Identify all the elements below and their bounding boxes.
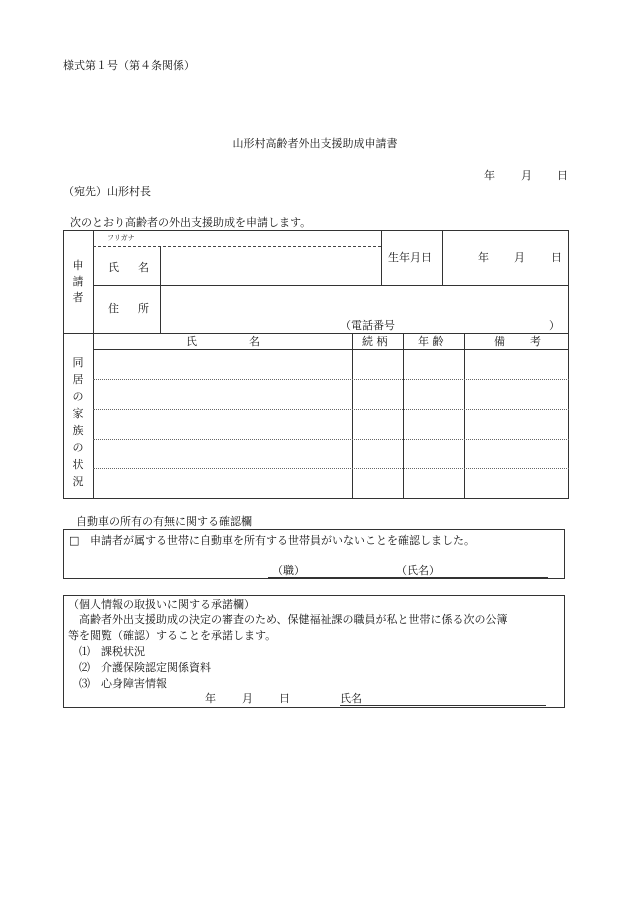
name-address-divider xyxy=(93,285,569,286)
col-name-second: 名 xyxy=(249,335,260,348)
consent-month-label: 月 xyxy=(242,692,253,705)
consent-body-line-2: 等を閲覧（確認）することを承諾します。 xyxy=(68,629,277,642)
car-check-statement: 申請者が属する世帯に自動車を所有する世帯員がいないことを確認しました。 xyxy=(90,534,475,547)
consent-day-label: 日 xyxy=(279,692,290,705)
household-header-divider xyxy=(93,349,569,350)
document-title: 山形村高齢者外出支援助成申請書 xyxy=(232,137,398,150)
consent-name-label: 氏名 xyxy=(340,692,362,705)
consent-item: ⑶ 心身障害情報 xyxy=(79,677,167,690)
furigana-label: フリガナ xyxy=(107,234,135,242)
consent-signature-line xyxy=(340,705,546,706)
phone-close-paren: ） xyxy=(549,319,560,332)
birth-day-label: 日 xyxy=(551,251,562,264)
household-row-divider xyxy=(93,409,569,410)
car-check-title-label: （職） xyxy=(272,564,305,577)
col-age: 年 齢 xyxy=(418,335,444,348)
household-row-divider xyxy=(93,379,569,380)
label-column-divider xyxy=(160,246,161,333)
consent-year-label: 年 xyxy=(205,692,216,705)
form-number: 様式第１号（第４条関係） xyxy=(63,59,195,72)
household-row-divider xyxy=(93,468,569,469)
household-col-divider-3 xyxy=(464,333,465,498)
household-section-label: 同居の家族の状況 xyxy=(72,356,84,488)
furigana-divider xyxy=(93,246,381,247)
section-label-divider xyxy=(93,230,94,498)
col-remarks-first: 備 xyxy=(494,335,505,348)
address-label-first: 住 xyxy=(108,302,119,315)
car-check-signature-line xyxy=(268,577,548,578)
consent-heading: （個人情報の取扱いに関する承諾欄） xyxy=(68,598,255,611)
birth-date-label: 生年月日 xyxy=(388,251,432,264)
birth-month-label: 月 xyxy=(514,251,525,264)
addressee: （宛先）山形村長 xyxy=(63,185,151,198)
applicant-section-label: 申請者 xyxy=(72,259,84,304)
birth-year-label: 年 xyxy=(478,251,489,264)
household-col-divider-2 xyxy=(403,333,404,498)
col-relation: 続 柄 xyxy=(362,335,388,348)
birth-label-left-divider xyxy=(381,230,382,285)
intro-text: 次のとおり高齢者の外出支援助成を申請します。 xyxy=(70,216,312,229)
birth-label-right-divider xyxy=(442,230,443,285)
consent-body-line-1: 高齢者外出支援助成の決定の審査のため、保健福祉課の職員が私と世帯に係る次の公簿 xyxy=(79,613,508,626)
applicant-household-divider xyxy=(63,333,569,334)
col-remarks-second: 考 xyxy=(530,335,541,348)
phone-label: （電話番号 xyxy=(340,319,395,332)
household-col-divider-1 xyxy=(352,333,353,498)
consent-item: ⑴ 課税状況 xyxy=(79,645,145,658)
car-check-checkbox[interactable]: □ xyxy=(69,534,80,547)
date-day-label: 日 xyxy=(557,169,568,182)
name-label-second: 名 xyxy=(138,261,149,274)
address-label-second: 所 xyxy=(138,302,149,315)
date-year-label: 年 xyxy=(484,169,495,182)
car-check-heading: 自動車の所有の有無に関する確認欄 xyxy=(76,515,252,528)
name-label-first: 氏 xyxy=(108,261,119,274)
car-check-name-label: （氏名） xyxy=(396,564,440,577)
consent-item: ⑵ 介護保険認定関係資料 xyxy=(79,661,211,674)
col-name-first: 氏 xyxy=(186,335,197,348)
date-month-label: 月 xyxy=(521,169,532,182)
household-row-divider xyxy=(93,439,569,440)
